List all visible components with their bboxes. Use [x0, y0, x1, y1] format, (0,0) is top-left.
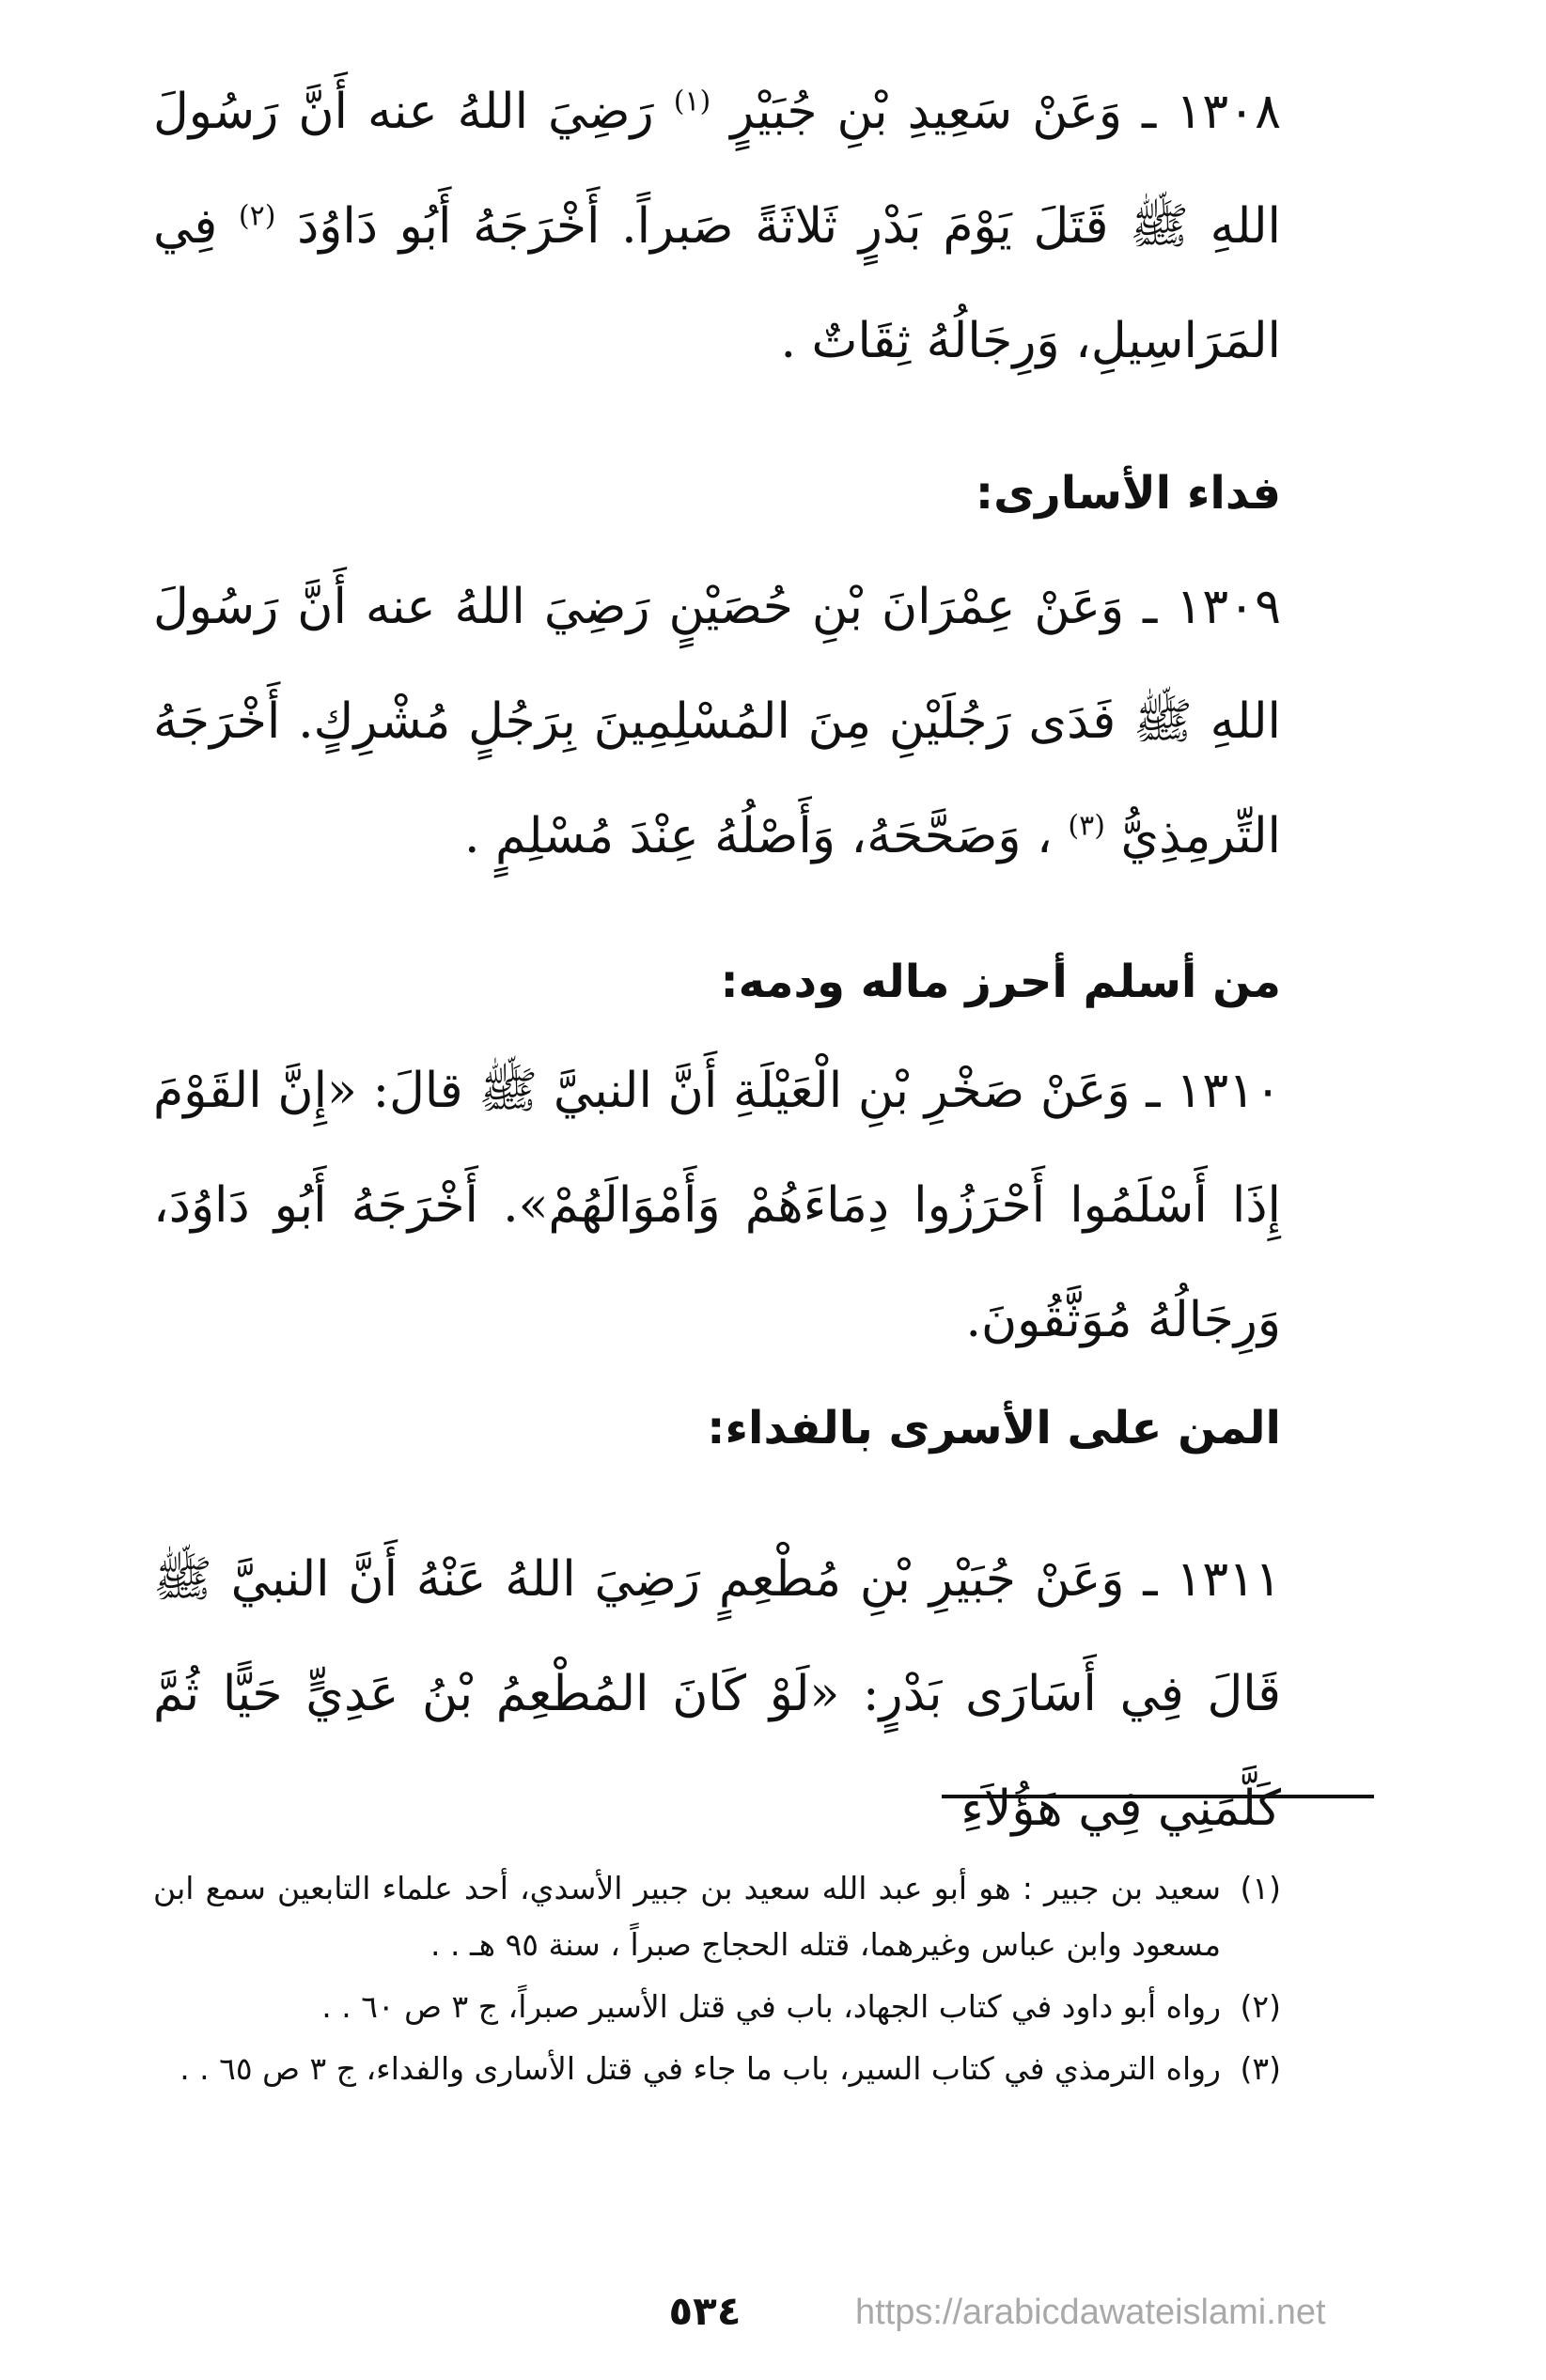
hadith-number: ١٣١١ — [1176, 1551, 1282, 1608]
hadith-number: ١٣١٠ — [1176, 1063, 1282, 1119]
footnote-marker: (١) — [1240, 1870, 1281, 1906]
footnote — [153, 1860, 1281, 1973]
hadith-text: ، وَصَحَّحَهُ، وَأَصْلُهُ عِنْدَ مُسْلِمٍ . — [463, 808, 1053, 864]
footnote-reference: (١) — [673, 85, 711, 118]
footnote-text: رواه الترمذي في كتاب السير، باب ما جاء في قتل الأسارى والفداء، ج ٣ ص ٦٥ . . — [180, 2050, 1221, 2087]
section-heading: المن على الأسرى بالفداء: — [707, 1402, 1281, 1454]
footnotes — [153, 1860, 1281, 2103]
hadith-text: ـ وَعَنْ جُبَيْرِ بْنِ مُطْعِمٍ رَضِيَ اللهُ عَنْهُ أَنَّ النبيَّ ﷺ قَالَ فِي أَسَارَى بَدْرٍ: «لَوْ كَانَ المُطْعِمُ بْنُ عَدِيٍّ حَيًّا ثُمَّ كَلَّمَنِي فِي هَؤُلاَءِ — [153, 1551, 1281, 1837]
page-number: ٥٣٤ — [668, 2288, 742, 2334]
section-heading: فداء الأسارى: — [975, 467, 1281, 520]
watermark-link[interactable]: https://arabicdawateislami.net — [855, 2293, 1326, 2332]
footnote-reference: (٣) — [1068, 809, 1105, 843]
footnote-text: رواه أبو داود في كتاب الجهاد، باب في قتل الأسير صبراً، ج ٣ ص ٦٠ . . — [321, 1988, 1221, 2025]
footnote — [153, 1979, 1281, 2035]
footnote-marker: (٢) — [1240, 1988, 1281, 2025]
hadith-number: ١٣٠٩ — [1176, 579, 1281, 635]
hadith-1311 — [153, 1522, 1281, 1866]
hadith-text: ـ وَعَنْ عِمْرَانَ بْنِ حُصَيْنٍ رَضِيَ اللهُ عنه أَنَّ رَسُولَ اللهِ ﷺ فَدَى رَجُلَيْنِ مِنَ المُسْلِمِينَ بِرَجُلٍ مُشْرِكٍ. أَخْرَجَهُ التِّرمِذِيُّ — [153, 579, 1281, 864]
hadith-text: ـ وَعَنْ صَخْرِ بْنِ الْعَيْلَةِ أَنَّ النبيَّ ﷺ قالَ: «إِنَّ القَوْمَ إِذَا أَسْلَمُوا أَحْرَزُوا دِمَاءَهُمْ وَأَمْوَالَهُمْ». أَخْرَجَهُ أَبُو دَاوُدَ، وَرِجَالُهُ مُوَثَّقُونَ. — [153, 1063, 1281, 1348]
hadith-1309 — [153, 550, 1281, 894]
footnote — [153, 2041, 1281, 2097]
hadith-text: ـ وَعَنْ سَعِيدِ بْنِ جُبَيْرٍ — [730, 84, 1157, 140]
footnote-text: سعيد بن جبير : هو أبو عبد الله سعيد بن جبير الأسدي، أحد علماء التابعين سمع ابن مسعود وابن عباس وغيرهما، قتله الحجاج صبراً ، سنة ٩٥ هـ . . — [153, 1870, 1221, 1963]
hadith-1310 — [153, 1034, 1281, 1377]
footnote-reference: (٢) — [238, 199, 276, 233]
footnote-divider — [942, 1795, 1374, 1798]
section-heading: من أسلم أحرز ماله ودمه: — [720, 956, 1281, 1008]
hadith-number: ١٣٠٨ — [1176, 84, 1282, 140]
hadith-1308 — [153, 54, 1281, 398]
hadith-text: فِي المَرَاسِيلِ، وَرِجَالُهُ ثِقَاتٌ . — [153, 198, 1281, 369]
footnote-marker: (٣) — [1240, 2050, 1281, 2087]
hadith-text: رَضِيَ اللهُ عنه أَنَّ رَسُولَ اللهِ ﷺ قَتَلَ يَوْمَ بَدْرٍ ثَلاثَةً صَبراً. أَخْرَجَهُ أَبُو دَاوُدَ — [153, 84, 1281, 255]
